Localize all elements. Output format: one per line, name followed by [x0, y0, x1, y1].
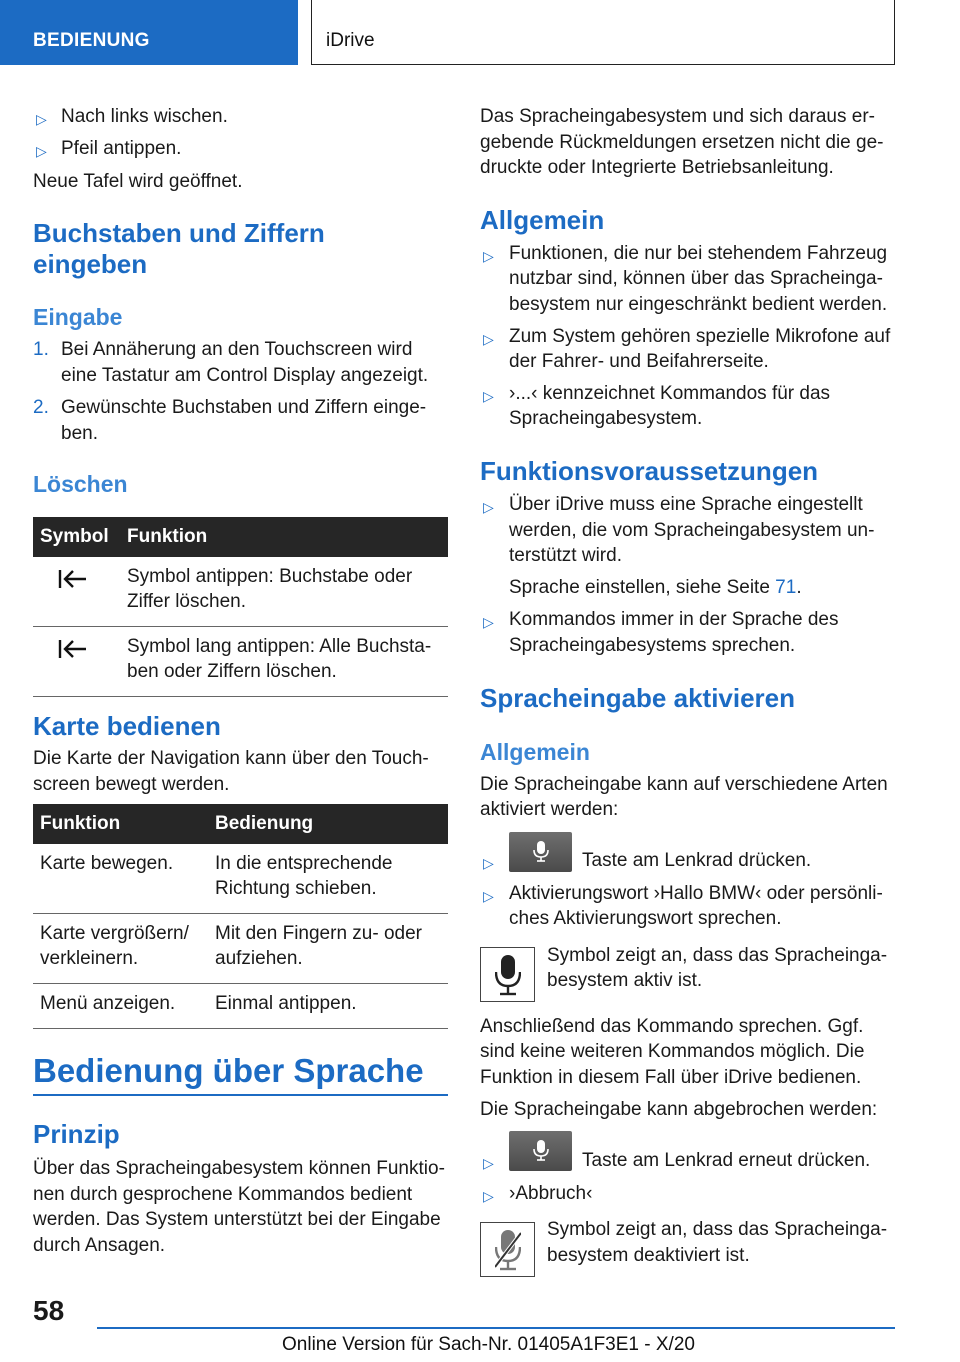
intro-text: druckte oder Integrierte Betriebsanleitung.	[480, 157, 834, 178]
bullet-text: Funktionen, die nur bei stehendem Fahrzeug	[509, 243, 888, 264]
table-cell: Mit den Fingern zu- oder	[215, 923, 422, 944]
bullet-icon: ▷	[36, 143, 47, 159]
bullet-text: Taste am Lenkrad drücken.	[582, 850, 812, 871]
heading-aktivieren: Spracheingabe aktivieren	[480, 683, 796, 713]
bullet-text: terstützt wird.	[509, 545, 622, 566]
bullet-icon: ▷	[483, 855, 494, 871]
table-cell: verkleinern.	[40, 948, 139, 969]
prinzip-text: Über das Spracheingabesystem können Funktio-	[33, 1158, 445, 1179]
bullet-text: der Fahrer- und Beifahrerseite.	[509, 351, 769, 372]
table-row	[33, 844, 448, 914]
topic-tab	[311, 0, 895, 65]
bullet-text: Taste am Lenkrad erneut drücken.	[582, 1150, 871, 1171]
symbol-text: Symbol zeigt an, dass das Spracheinga-	[547, 1219, 888, 1240]
table-cell: Karte bewegen.	[40, 853, 174, 874]
voice-inactive-symbol	[480, 1222, 535, 1277]
page-link[interactable]: 71	[775, 577, 797, 598]
heading-allgemein: Allgemein	[480, 205, 605, 235]
karte-text: Die Karte der Navigation kann über den Touch-	[33, 748, 429, 769]
abbruch-text: Die Spracheingabe kann abgebrochen werden:	[480, 1099, 878, 1120]
table-cell: Symbol lang antippen: Alle Buchsta-	[127, 636, 432, 657]
bullet-icon: ▷	[483, 1188, 494, 1204]
table-cell: Menü anzeigen.	[40, 993, 176, 1014]
bullet-icon: ▷	[483, 248, 494, 264]
microphone-icon	[533, 1139, 549, 1161]
bullet-text: ches Aktivierungswort sprechen.	[509, 908, 782, 929]
bullet-text: Kommandos immer in der Sprache des	[509, 609, 839, 630]
step-text: Bei Annäherung an den Touchscreen wird	[61, 339, 413, 360]
table-row	[33, 984, 448, 1029]
see-page-text: Sprache einstellen, siehe Seite 71.	[509, 577, 802, 598]
steering-wheel-voice-button	[509, 832, 572, 872]
anschliessend-text: sind keine weiteren Kommandos möglich. Die	[480, 1041, 865, 1062]
heading-prinzip: Prinzip	[33, 1119, 120, 1149]
microphone-icon	[533, 840, 549, 862]
voice-active-symbol	[480, 947, 535, 1002]
step-number: 2.	[33, 397, 49, 418]
table-cell: aufziehen.	[215, 948, 303, 969]
bullet-text: nutzbar sind, können über das Spracheinga-	[509, 268, 883, 289]
prinzip-text: durch Ansagen.	[33, 1235, 166, 1256]
bullet-text: werden, die vom Spracheingabesystem un-	[509, 520, 875, 541]
heading-rule	[33, 1094, 448, 1096]
table-cell: Richtung schieben.	[215, 878, 377, 899]
step-number: 1.	[33, 339, 49, 360]
table-cell: ben oder Ziffern löschen.	[127, 661, 337, 682]
microphone-icon	[495, 954, 521, 996]
backspace-arrow-icon	[58, 568, 88, 590]
bullet-text: ›...‹ kennzeichnet Kommandos für das	[509, 383, 831, 404]
section-tab	[0, 0, 298, 65]
heading-sprache: Bedienung über Sprache	[33, 1052, 424, 1089]
bullet-text: Aktivierungswort ›Hallo BMW‹ oder persönli-	[509, 883, 883, 904]
prinzip-text: nen durch gesprochene Kommandos bedient	[33, 1184, 413, 1205]
table-header: Symbol	[33, 517, 120, 557]
steering-wheel-voice-button	[509, 1131, 572, 1171]
bullet-icon: ▷	[36, 111, 47, 127]
page-number: 58	[33, 1295, 65, 1326]
step-text: eine Tastatur am Control Display angezeigt.	[61, 365, 429, 386]
aktivieren-text: aktiviert werden:	[480, 799, 619, 820]
bullet-text: Zum System gehören spezielle Mikrofone auf	[509, 326, 891, 347]
table-header: Bedienung	[208, 804, 448, 844]
bullet-icon: ▷	[483, 331, 494, 347]
table-cell: Karte vergrößern/	[40, 923, 189, 944]
table-cell: Einmal antippen.	[215, 993, 357, 1014]
anschliessend-text: Anschließend das Kommando sprechen. Ggf.	[480, 1016, 864, 1037]
symbol-text: besystem aktiv ist.	[547, 970, 703, 991]
section-title: BEDIENUNG	[33, 30, 150, 51]
backspace-arrow-icon	[58, 638, 88, 660]
anschliessend-text: Funktion in diesem Fall über iDrive bedienen.	[480, 1067, 862, 1088]
table-cell: In die entsprechende	[215, 853, 393, 874]
table-header: Funktion	[120, 517, 448, 557]
prinzip-text: werden. Das System unterstützt bei der Eingabe	[33, 1209, 441, 1230]
bullet-icon: ▷	[483, 614, 494, 630]
table-header: Funktion	[33, 804, 208, 844]
intro-bullet: Pfeil antippen.	[61, 138, 182, 159]
heading-allgemein-2: Allgemein	[480, 739, 590, 765]
intro-text: Das Spracheingabesystem und sich daraus er-	[480, 106, 875, 127]
step-text: ben.	[61, 423, 98, 444]
bullet-icon: ▷	[483, 388, 494, 404]
heading-buchstaben-2: eingeben	[33, 249, 148, 279]
bullet-text: Spracheingabesystems sprechen.	[509, 635, 796, 656]
topic-title: iDrive	[326, 30, 375, 51]
table-row	[33, 557, 448, 627]
delete-table	[33, 517, 448, 697]
microphone-off-icon	[495, 1229, 521, 1271]
aktivieren-text: Die Spracheingabe kann auf verschiedene Arten	[480, 774, 888, 795]
bullet-icon: ▷	[483, 499, 494, 515]
intro-bullet: Nach links wischen.	[61, 106, 228, 127]
bullet-icon: ▷	[483, 888, 494, 904]
intro-text: gebende Rückmeldungen ersetzen nicht die ge-	[480, 132, 884, 153]
symbol-text: besystem deaktiviert ist.	[547, 1245, 750, 1266]
footer-text: Online Version für Sach-Nr. 01405A1F3E1 - X/20	[282, 1334, 695, 1355]
karte-text: screen bewegt werden.	[33, 774, 230, 795]
step-text: Gewünschte Buchstaben und Ziffern einge-	[61, 397, 427, 418]
heading-buchstaben: Buchstaben und Ziffern	[33, 218, 325, 248]
table-row	[33, 914, 448, 984]
heading-funktionsvoraussetzungen: Funktionsvoraussetzungen	[480, 456, 819, 486]
heading-karte: Karte bedienen	[33, 711, 221, 741]
bullet-text: ›Abbruch‹	[509, 1183, 593, 1204]
footer-rule	[97, 1327, 895, 1329]
bullet-text: besystem nur eingeschränkt bedient werden.	[509, 294, 888, 315]
table-row	[33, 627, 448, 697]
bullet-text: Spracheingabesystem.	[509, 408, 703, 429]
map-table	[33, 804, 448, 1029]
bullet-text: Über iDrive muss eine Sprache eingestellt	[509, 494, 863, 515]
symbol-text: Symbol zeigt an, dass das Spracheinga-	[547, 945, 888, 966]
table-cell: Ziffer löschen.	[127, 591, 246, 612]
intro-text: Neue Tafel wird geöffnet.	[33, 171, 243, 192]
heading-loeschen: Löschen	[33, 471, 128, 497]
table-cell: Symbol antippen: Buchstabe oder	[127, 566, 413, 587]
heading-eingabe: Eingabe	[33, 304, 123, 330]
bullet-icon: ▷	[483, 1155, 494, 1171]
